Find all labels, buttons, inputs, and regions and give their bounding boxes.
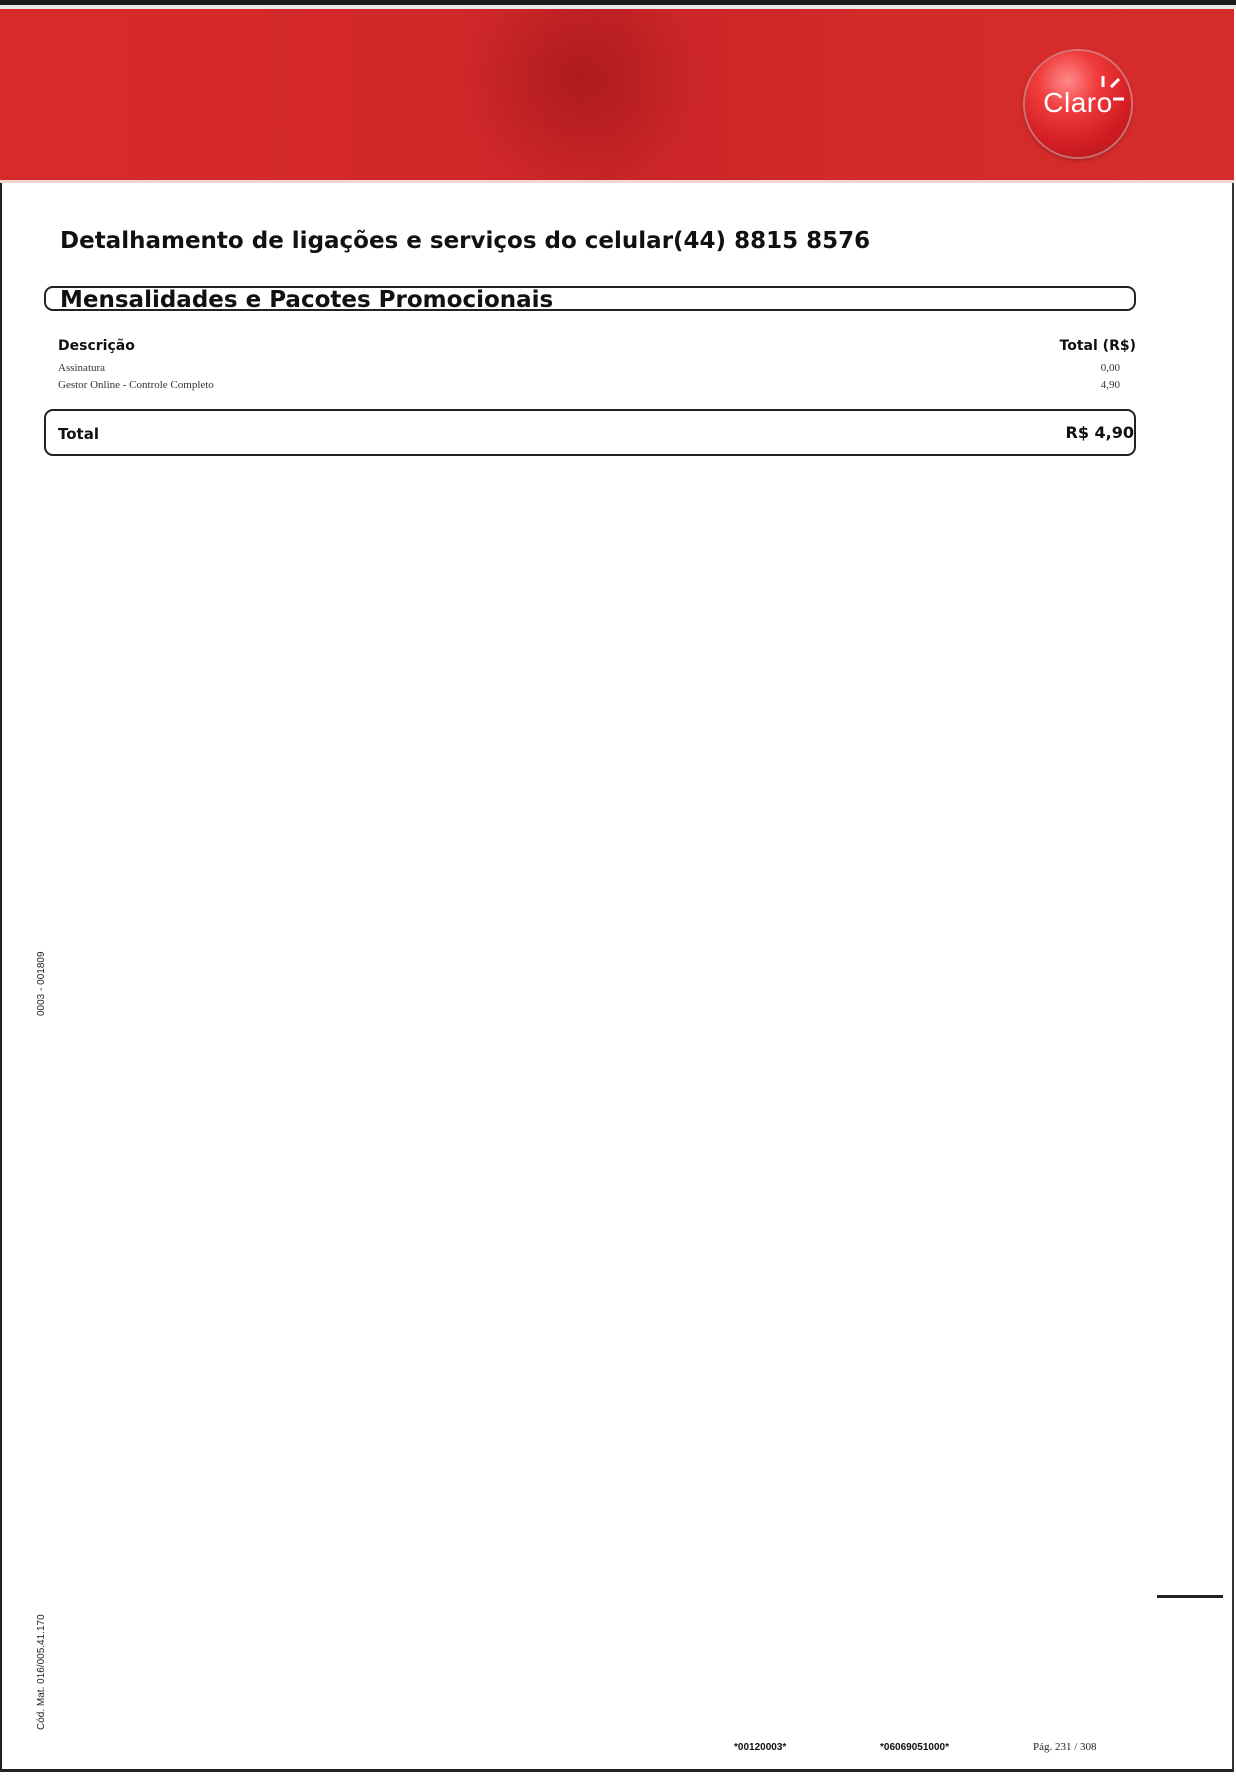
- total-label: Total: [58, 425, 99, 443]
- margin-code-bottom: Cód. Mat. 016/005.41.170: [36, 1614, 47, 1730]
- total-box: [44, 409, 1136, 456]
- margin-code-top: 0003 - 001809: [36, 951, 47, 1016]
- row-description: Assinatura: [58, 362, 106, 374]
- top-edge: [0, 0, 1236, 9]
- logo-text: Claro: [1043, 87, 1113, 118]
- footer-code-b: *06069051000*: [880, 1742, 949, 1753]
- footer-page-number: Pág. 231 / 308: [1033, 1741, 1097, 1753]
- page-title: Detalhamento de ligações e serviços do celular(44) 8815 8576: [60, 228, 871, 254]
- section-title: Mensalidades e Pacotes Promocionais: [60, 287, 554, 313]
- row-value: 4,90: [1100, 379, 1120, 391]
- total-value: R$ 4,90: [1065, 423, 1134, 442]
- column-header-total: Total (R$): [1059, 338, 1136, 354]
- claro-logo: [1025, 51, 1131, 157]
- column-header-description: Descrição: [58, 338, 135, 354]
- table-row: [58, 379, 1120, 395]
- table-row: [58, 362, 1120, 378]
- row-value: 0,00: [1100, 362, 1120, 374]
- logo-rays-icon: [1097, 73, 1127, 113]
- header-band: [0, 9, 1234, 183]
- right-margin-mark: [1157, 1595, 1223, 1598]
- row-description: Gestor Online - Controle Completo: [58, 379, 214, 391]
- footer-code-a: *00120003*: [734, 1742, 787, 1753]
